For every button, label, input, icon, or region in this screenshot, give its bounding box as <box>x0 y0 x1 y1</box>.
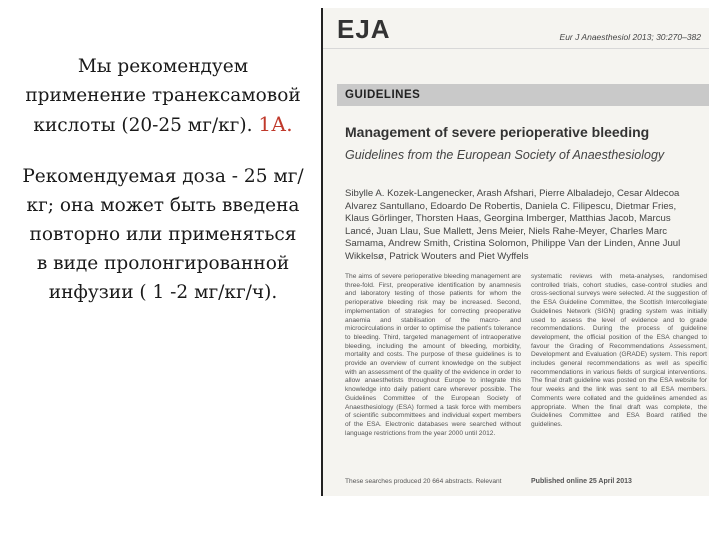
recommendation-paragraph <box>22 52 304 140</box>
article-title: Management of severe perioperative bleeding <box>345 124 650 140</box>
abstract-column-right: systematic reviews with meta-analyses, randomised controlled trials, cohort studies, case-control studies and cross-sectional surveys were selected. At the suggestion of the ESA Guideline Committee, the Scottish Intercollegiate Guidelines Network (SIGN) grading system was initially used to assess the level of evidence and to grade recommendations. During the process of guideline development, the official position of the ESA changed to favour the Grading of Recommendations Assessment, Development and Evaluation (GRADE) system. This report includes general recommendations as well as specific recommendations in various fields of surgical interventions. The final draft guideline was posted on the ESA website for four weeks and the link was sent to all ESA members. Comments were collated and the guidelines amended as appropriate. When the final draft was complete, the Guidelines Committee and ESA Board ratified the guidelines. <box>531 273 707 428</box>
published-date: Published online 25 April 2013 <box>531 478 632 485</box>
journal-header <box>323 8 709 49</box>
section-band <box>337 84 709 106</box>
journal-citation: Eur J Anaesthesiol 2013; 30:270–382 <box>559 32 701 42</box>
section-label: GUIDELINES <box>345 89 421 101</box>
slide-text-block <box>22 52 304 307</box>
evidence-grade: 1А. <box>258 112 293 136</box>
article-subtitle: Guidelines from the European Society of Anaesthesiology <box>345 148 665 162</box>
author-list: Sibylle A. Kozek-Langenecker, Arash Afshari, Pierre Albaladejo, Cesar Aldecoa Alvarez Santullano, Edoardo De Robertis, Daniela C. Filipescu, Dietmar Fries, Klaus Görlinger, Thorsten Haas, Georgina Imberger, Matthias Jacob, Marcus Lancé, Juan Llau, Sue Mallett, Jens Meier, Niels Rahe-Meyer, Charles Marc Samama, Andrew Smith, Cristina Solomon, Philippe Van der Linden, Anne Juul Wikkelsø, Patrick Wouters and Piet Wyffels <box>345 188 681 262</box>
journal-article-image <box>321 8 709 496</box>
journal-logo: EJA <box>337 14 391 44</box>
dosage-paragraph: Рекомендуемая доза - 25 мг/кг; она может быть введена повторно или применяться в виде пролонгированной инфузии ( 1 -2 мг/кг/ч). <box>22 166 304 303</box>
recommendation-text: Мы рекомендуем применение транексамовой кислоты (20-25 мг/кг). <box>25 56 301 136</box>
abstract-column-left-end: These searches produced 20 664 abstracts. Relevant <box>345 478 502 485</box>
abstract-column-left: The aims of severe perioperative bleeding management are three-fold. First, preoperative identification by anamnesis and laboratory testing of those patients for whom the perioperative bleeding risk may be increased. Second, implementation of strategies for correcting preoperative anaemia and stabilisation of the macro- and microcirculations in order to optimise the patient's tolerance to bleeding. Third, targeted management of intraoperative bleeding, including the amount of bleeding, morbidity, mortality and costs. The purpose of these guidelines is to provide an overview of current knowledge on the subject with an assessment of the quality of the evidence in order to allow anaesthetists throughout Europe to integrate this knowledge into daily patient care wherever possible. The Guidelines Committee of the European Society of Anaesthesiology (ESA) formed a task force with members of scientific subcommittees and individual expert members of the ESA. Electronic databases were searched without language restrictions from the year 2000 until 2012. <box>345 273 521 437</box>
